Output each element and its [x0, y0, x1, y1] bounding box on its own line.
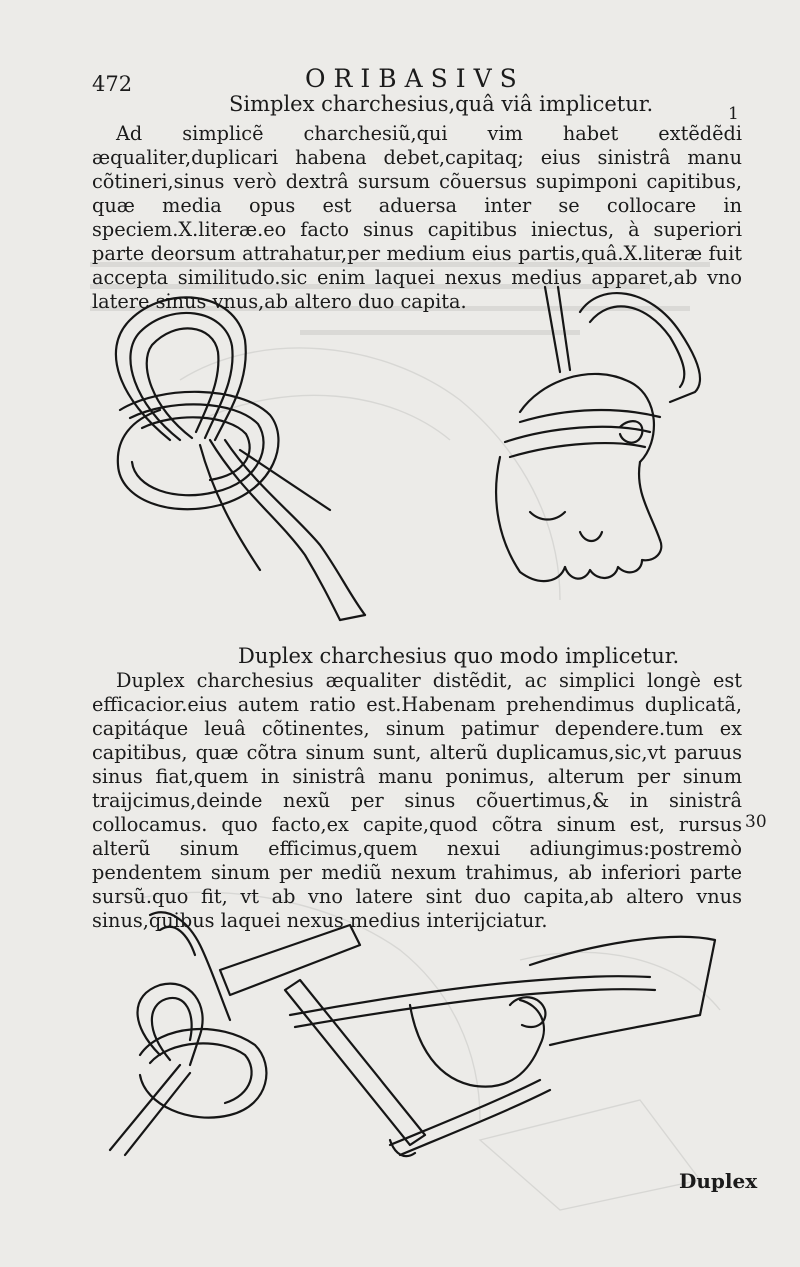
page-number: 472 [92, 72, 133, 96]
marginal-line-number-30: 30 [745, 812, 767, 832]
section1-paragraph: Ad simplicẽ charchesiũ,qui vim habet extẽdẽdi æqualiter,duplicari habena debet,capitaq; eius sinistrâ manu cõtineri,sinus verò dextrâ sursum cõuersus supimponi capitibus, quæ media opus est aduersa inter se collocare in speciem.X.literæ.eo facto sinus capitibus iniectus, à superiori parte deorsum attrahatur,per medium eius partis,quâ.X.literæ fuit accepta similitudo.sic enim laquei nexus medius apparet,ab vno latere sinus vnus,ab altero duo capita. [92, 122, 742, 313]
section1-caption: Simplex charchesius,quâ viâ implicetur. [229, 92, 654, 116]
catchword: Duplex [679, 1169, 758, 1193]
marginal-line-number-top: 1 [728, 104, 739, 124]
section2-paragraph: Duplex charchesius æqualiter distẽdit, ac simplici longè est efficacior.eius autem ratio est.Habenam prehendimus duplicatã, capitáque leuâ cõtinentes, sinum patimur dependere.tum ex capitibus, quæ cõtra sinum sunt, alterũ duplicamus,sic,vt paruus sinus fiat,quem in sinistrâ manu ponimus, alterum per sinum traijcimus,deinde nexũ per sinus cõuertimus,& in sinistrâ collocamus. quo facto,ex capite,quod cõtra sinum est, rursus alterũ sinum efficimus,quem nexui adiungimus:postremò pendentem sinum per mediũ nexum trahimus, ab inferiori parte sursũ.quo fit, vt ab vno latere sint duo capita,ab altero vnus sinus,quibus laquei nexus medius interijciatur. [92, 669, 742, 932]
woodcut-double-knot-limb-splint [70, 905, 730, 1180]
woodcut-foot-bandage [420, 282, 720, 592]
woodcut-simple-knot [100, 290, 390, 625]
running-title: ORIBASIVS [305, 64, 525, 93]
section2-text [92, 669, 742, 933]
section2-caption: Duplex charchesius quo modo implicetur. [238, 644, 680, 668]
